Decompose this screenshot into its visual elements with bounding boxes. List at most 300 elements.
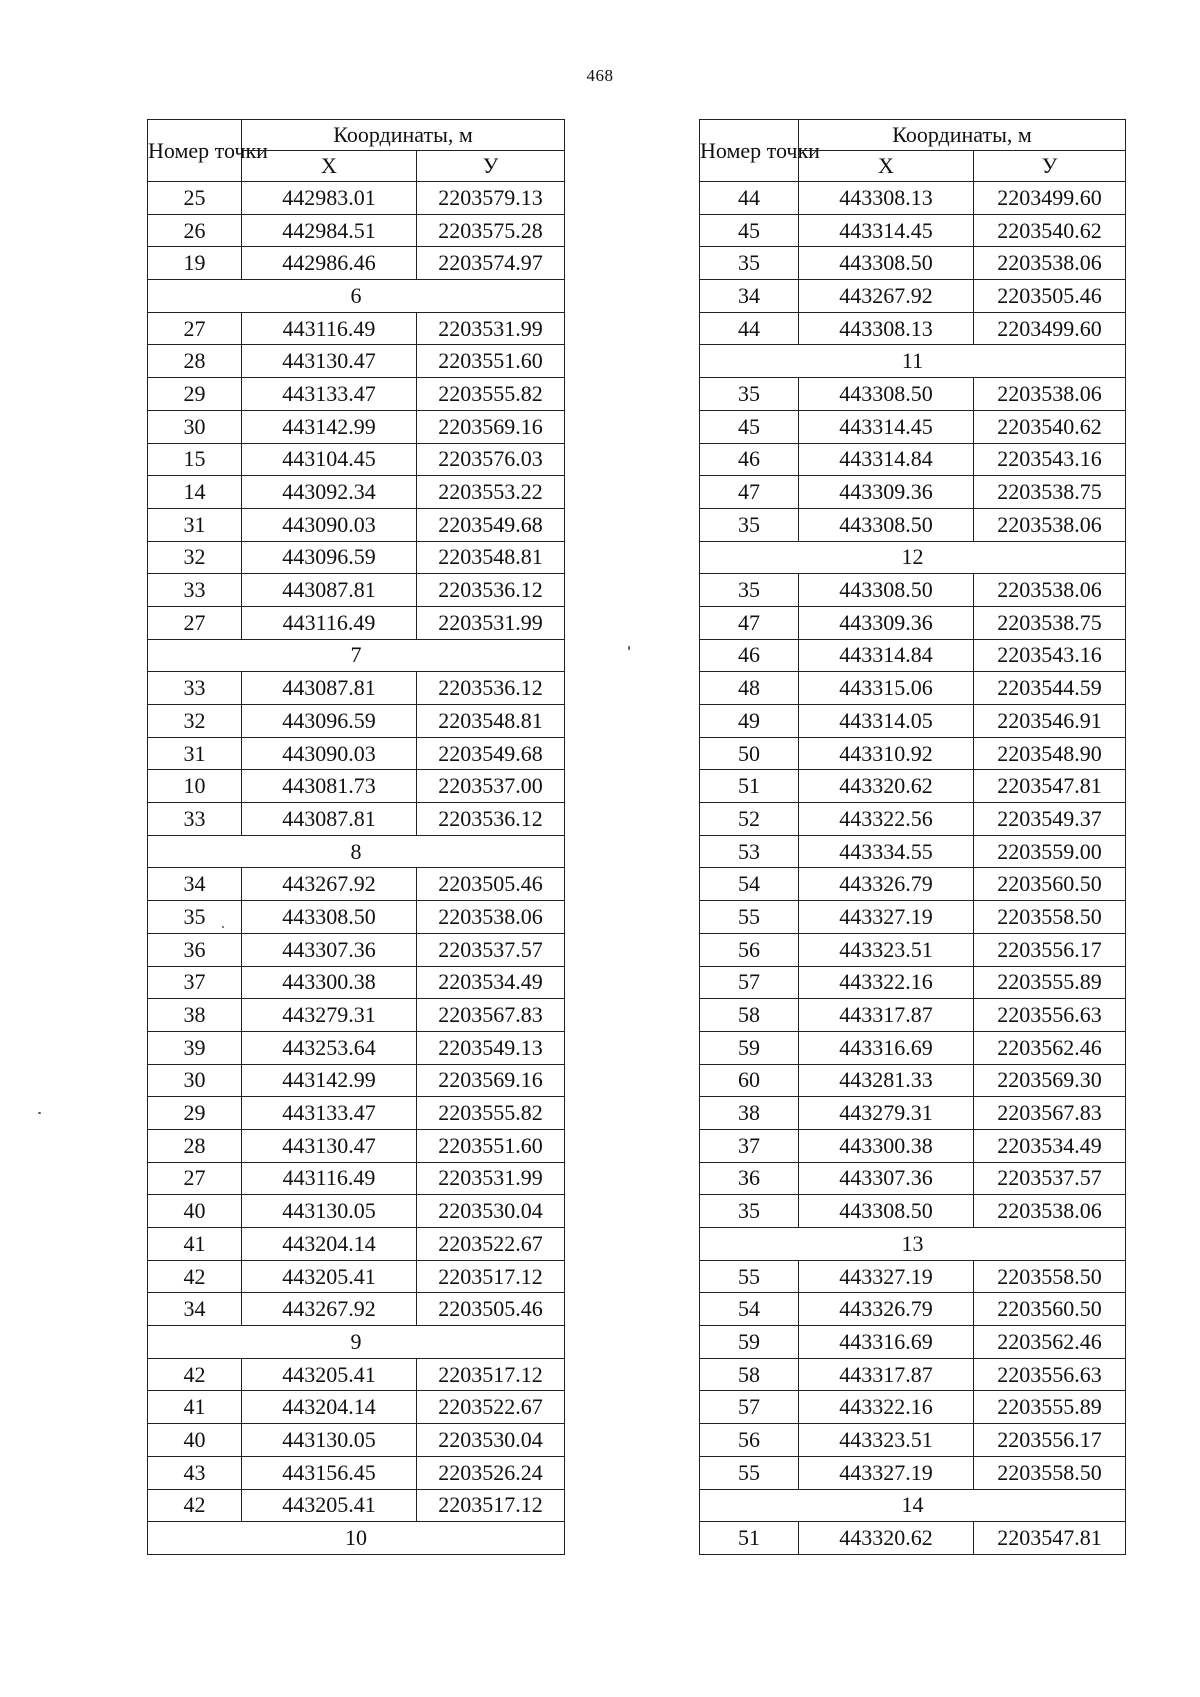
y-coordinate-cell: 2203569.30 xyxy=(974,1064,1126,1097)
x-coordinate-cell: 443322.16 xyxy=(799,1391,974,1424)
x-coordinate-cell: 443133.47 xyxy=(242,1097,417,1130)
point-number-cell: 54 xyxy=(700,1293,799,1326)
table-row xyxy=(700,508,1126,541)
section-row xyxy=(700,541,1126,574)
point-number-cell: 37 xyxy=(148,966,242,999)
x-coordinate-cell: 443309.36 xyxy=(799,606,974,639)
point-number-header: Номер точки xyxy=(700,120,799,182)
point-number-cell: 43 xyxy=(148,1456,242,1489)
point-number-cell: 34 xyxy=(148,1293,242,1326)
x-coordinate-cell: 443130.47 xyxy=(242,345,417,378)
table-row xyxy=(700,247,1126,280)
x-coordinate-cell: 443090.03 xyxy=(242,508,417,541)
point-number-cell: 36 xyxy=(700,1162,799,1195)
point-number-cell: 55 xyxy=(700,1456,799,1489)
table-row xyxy=(148,933,565,966)
y-coordinate-cell: 2203547.81 xyxy=(974,1522,1126,1555)
y-coordinate-cell: 2203499.60 xyxy=(974,312,1126,345)
point-number-cell: 37 xyxy=(700,1129,799,1162)
coordinates-header: Координаты, м xyxy=(799,120,1126,151)
y-coordinate-cell: 2203549.68 xyxy=(417,508,565,541)
y-coordinate-cell: 2203556.17 xyxy=(974,933,1126,966)
y-coordinate-cell: 2203548.81 xyxy=(417,705,565,738)
y-coordinate-cell: 2203538.06 xyxy=(974,247,1126,280)
x-coordinate-cell: 443322.16 xyxy=(799,966,974,999)
point-number-cell: 41 xyxy=(148,1228,242,1261)
point-number-cell: 29 xyxy=(148,1097,242,1130)
point-number-cell: 19 xyxy=(148,247,242,280)
x-coordinate-cell: 443308.50 xyxy=(242,901,417,934)
x-coordinate-cell: 443092.34 xyxy=(242,476,417,509)
y-coordinate-cell: 2203576.03 xyxy=(417,443,565,476)
x-coordinate-cell: 443314.05 xyxy=(799,705,974,738)
x-coordinate-cell: 443308.50 xyxy=(799,508,974,541)
point-number-cell: 56 xyxy=(700,933,799,966)
x-coordinate-cell: 443316.69 xyxy=(799,1031,974,1064)
point-number-cell: 29 xyxy=(148,378,242,411)
section-number: 6 xyxy=(148,280,565,313)
table-row xyxy=(700,1391,1126,1424)
x-coordinate-cell: 443104.45 xyxy=(242,443,417,476)
x-coordinate-cell: 443116.49 xyxy=(242,1162,417,1195)
point-number-cell: 38 xyxy=(700,1097,799,1130)
x-coordinate-cell: 443315.06 xyxy=(799,672,974,705)
section-row xyxy=(148,835,565,868)
x-coordinate-cell: 443314.84 xyxy=(799,443,974,476)
y-coordinate-cell: 2203538.06 xyxy=(974,508,1126,541)
table-row xyxy=(700,933,1126,966)
point-number-cell: 27 xyxy=(148,606,242,639)
x-coordinate-cell: 443327.19 xyxy=(799,1456,974,1489)
point-number-cell: 55 xyxy=(700,1260,799,1293)
point-number-cell: 35 xyxy=(700,247,799,280)
point-number-cell: 35 xyxy=(148,901,242,934)
x-coordinate-cell: 443316.69 xyxy=(799,1326,974,1359)
table-row xyxy=(700,606,1126,639)
x-coordinate-cell: 443308.50 xyxy=(799,574,974,607)
point-number-cell: 51 xyxy=(700,1522,799,1555)
x-column-header: Х xyxy=(799,151,974,182)
section-number: 12 xyxy=(700,541,1126,574)
point-number-cell: 55 xyxy=(700,901,799,934)
y-coordinate-cell: 2203559.00 xyxy=(974,835,1126,868)
y-coordinate-cell: 2203538.06 xyxy=(974,574,1126,607)
table-row xyxy=(700,1031,1126,1064)
point-number-cell: 10 xyxy=(148,770,242,803)
point-number-cell: 59 xyxy=(700,1031,799,1064)
table-row xyxy=(148,999,565,1032)
x-coordinate-cell: 443205.41 xyxy=(242,1260,417,1293)
y-coordinate-cell: 2203567.83 xyxy=(417,999,565,1032)
y-coordinate-cell: 2203543.16 xyxy=(974,639,1126,672)
y-coordinate-cell: 2203569.16 xyxy=(417,410,565,443)
point-number-cell: 58 xyxy=(700,1358,799,1391)
x-coordinate-cell: 443081.73 xyxy=(242,770,417,803)
coordinates-header: Координаты, м xyxy=(242,120,565,151)
x-coordinate-cell: 443267.92 xyxy=(242,1293,417,1326)
y-column-header: У xyxy=(417,151,565,182)
table-row xyxy=(700,770,1126,803)
y-coordinate-cell: 2203546.91 xyxy=(974,705,1126,738)
x-coordinate-cell: 443300.38 xyxy=(799,1129,974,1162)
x-coordinate-cell: 443326.79 xyxy=(799,868,974,901)
point-number-cell: 57 xyxy=(700,966,799,999)
section-row xyxy=(148,639,565,672)
table-row xyxy=(700,737,1126,770)
point-number-cell: 33 xyxy=(148,574,242,607)
point-number-cell: 36 xyxy=(148,933,242,966)
table-row xyxy=(700,1097,1126,1130)
table-row xyxy=(148,901,565,934)
y-coordinate-cell: 2203560.50 xyxy=(974,868,1126,901)
point-number-cell: 58 xyxy=(700,999,799,1032)
x-coordinate-cell: 443320.62 xyxy=(799,770,974,803)
scan-speck xyxy=(222,926,224,928)
y-coordinate-cell: 2203517.12 xyxy=(417,1358,565,1391)
table-row xyxy=(700,443,1126,476)
table-row xyxy=(700,672,1126,705)
section-row xyxy=(148,1522,565,1555)
table-row xyxy=(700,214,1126,247)
point-number-cell: 57 xyxy=(700,1391,799,1424)
y-coordinate-cell: 2203555.89 xyxy=(974,966,1126,999)
y-coordinate-cell: 2203556.63 xyxy=(974,999,1126,1032)
x-coordinate-cell: 443142.99 xyxy=(242,1064,417,1097)
table-row xyxy=(148,476,565,509)
table-row xyxy=(700,182,1126,215)
table-row xyxy=(700,901,1126,934)
point-number-cell: 54 xyxy=(700,868,799,901)
x-coordinate-cell: 443087.81 xyxy=(242,803,417,836)
x-coordinate-cell: 443317.87 xyxy=(799,999,974,1032)
point-number-cell: 49 xyxy=(700,705,799,738)
table-row xyxy=(148,1260,565,1293)
table-row xyxy=(148,508,565,541)
x-coordinate-cell: 443130.47 xyxy=(242,1129,417,1162)
x-coordinate-cell: 443334.55 xyxy=(799,835,974,868)
y-coordinate-cell: 2203555.89 xyxy=(974,1391,1126,1424)
table-row xyxy=(148,1391,565,1424)
scan-speck xyxy=(38,1112,41,1114)
x-coordinate-cell: 443327.19 xyxy=(799,901,974,934)
table-row xyxy=(148,1162,565,1195)
x-coordinate-cell: 443130.05 xyxy=(242,1195,417,1228)
point-number-cell: 42 xyxy=(148,1358,242,1391)
point-number-cell: 32 xyxy=(148,541,242,574)
y-coordinate-cell: 2203522.67 xyxy=(417,1228,565,1261)
x-coordinate-cell: 442986.46 xyxy=(242,247,417,280)
x-coordinate-cell: 443308.13 xyxy=(799,182,974,215)
x-coordinate-cell: 443309.36 xyxy=(799,476,974,509)
x-coordinate-cell: 443317.87 xyxy=(799,1358,974,1391)
point-number-cell: 28 xyxy=(148,1129,242,1162)
table-row xyxy=(148,1456,565,1489)
x-coordinate-cell: 443308.13 xyxy=(799,312,974,345)
table-row xyxy=(700,803,1126,836)
table-row xyxy=(148,1195,565,1228)
x-coordinate-cell: 443310.92 xyxy=(799,737,974,770)
y-coordinate-cell: 2203548.81 xyxy=(417,541,565,574)
table-row xyxy=(148,410,565,443)
table-row xyxy=(700,1064,1126,1097)
x-coordinate-cell: 443314.45 xyxy=(799,410,974,443)
x-coordinate-cell: 443327.19 xyxy=(799,1260,974,1293)
table-row xyxy=(148,541,565,574)
y-coordinate-cell: 2203562.46 xyxy=(974,1326,1126,1359)
y-coordinate-cell: 2203558.50 xyxy=(974,901,1126,934)
point-number-cell: 47 xyxy=(700,476,799,509)
x-coordinate-cell: 443205.41 xyxy=(242,1489,417,1522)
point-number-cell: 30 xyxy=(148,410,242,443)
point-number-cell: 50 xyxy=(700,737,799,770)
point-number-cell: 25 xyxy=(148,182,242,215)
y-coordinate-cell: 2203536.12 xyxy=(417,803,565,836)
table-row xyxy=(148,378,565,411)
x-coordinate-cell: 443133.47 xyxy=(242,378,417,411)
point-number-cell: 30 xyxy=(148,1064,242,1097)
y-coordinate-cell: 2203538.06 xyxy=(974,378,1126,411)
y-coordinate-cell: 2203575.28 xyxy=(417,214,565,247)
y-coordinate-cell: 2203538.75 xyxy=(974,476,1126,509)
x-coordinate-cell: 443322.56 xyxy=(799,803,974,836)
table-row xyxy=(700,1358,1126,1391)
point-number-header: Номер точки xyxy=(148,120,242,182)
table-row xyxy=(700,1293,1126,1326)
y-coordinate-cell: 2203560.50 xyxy=(974,1293,1126,1326)
y-coordinate-cell: 2203530.04 xyxy=(417,1195,565,1228)
y-coordinate-cell: 2203537.57 xyxy=(974,1162,1126,1195)
point-number-cell: 40 xyxy=(148,1195,242,1228)
x-coordinate-cell: 443096.59 xyxy=(242,541,417,574)
y-coordinate-cell: 2203505.46 xyxy=(974,280,1126,313)
y-coordinate-cell: 2203562.46 xyxy=(974,1031,1126,1064)
x-coordinate-cell: 443096.59 xyxy=(242,705,417,738)
x-coordinate-cell: 443307.36 xyxy=(242,933,417,966)
y-coordinate-cell: 2203531.99 xyxy=(417,1162,565,1195)
section-number: 11 xyxy=(700,345,1126,378)
table-row xyxy=(700,280,1126,313)
table-row xyxy=(148,1228,565,1261)
point-number-cell: 51 xyxy=(700,770,799,803)
y-coordinate-cell: 2203517.12 xyxy=(417,1260,565,1293)
x-coordinate-cell: 443307.36 xyxy=(799,1162,974,1195)
point-number-cell: 46 xyxy=(700,639,799,672)
x-coordinate-cell: 443090.03 xyxy=(242,737,417,770)
point-number-cell: 35 xyxy=(700,1195,799,1228)
y-coordinate-cell: 2203544.59 xyxy=(974,672,1126,705)
x-coordinate-cell: 443156.45 xyxy=(242,1456,417,1489)
x-coordinate-cell: 443116.49 xyxy=(242,606,417,639)
point-number-cell: 15 xyxy=(148,443,242,476)
table-row xyxy=(700,476,1126,509)
table-row xyxy=(148,574,565,607)
x-coordinate-cell: 443267.92 xyxy=(242,868,417,901)
y-column-header: У xyxy=(974,151,1126,182)
x-coordinate-cell: 443314.84 xyxy=(799,639,974,672)
point-number-cell: 26 xyxy=(148,214,242,247)
y-coordinate-cell: 2203558.50 xyxy=(974,1260,1126,1293)
point-number-cell: 53 xyxy=(700,835,799,868)
point-number-cell: 41 xyxy=(148,1391,242,1424)
table-row xyxy=(148,705,565,738)
y-coordinate-cell: 2203551.60 xyxy=(417,1129,565,1162)
table-row xyxy=(148,312,565,345)
x-coordinate-cell: 443204.14 xyxy=(242,1228,417,1261)
section-number: 9 xyxy=(148,1326,565,1359)
y-coordinate-cell: 2203534.49 xyxy=(974,1129,1126,1162)
table-row xyxy=(700,1456,1126,1489)
y-coordinate-cell: 2203540.62 xyxy=(974,410,1126,443)
table-row xyxy=(700,1326,1126,1359)
x-coordinate-cell: 443142.99 xyxy=(242,410,417,443)
table-row xyxy=(148,803,565,836)
y-coordinate-cell: 2203549.37 xyxy=(974,803,1126,836)
table-row xyxy=(700,1129,1126,1162)
y-coordinate-cell: 2203538.06 xyxy=(974,1195,1126,1228)
table-row xyxy=(700,868,1126,901)
y-coordinate-cell: 2203534.49 xyxy=(417,966,565,999)
page-number: 468 xyxy=(586,66,614,85)
x-coordinate-cell: 443323.51 xyxy=(799,1424,974,1457)
point-number-cell: 42 xyxy=(148,1489,242,1522)
section-number: 10 xyxy=(148,1522,565,1555)
y-coordinate-cell: 2203505.46 xyxy=(417,868,565,901)
y-coordinate-cell: 2203531.99 xyxy=(417,606,565,639)
table-row xyxy=(148,345,565,378)
point-number-cell: 33 xyxy=(148,672,242,705)
section-number: 7 xyxy=(148,639,565,672)
point-number-cell: 33 xyxy=(148,803,242,836)
point-number-cell: 32 xyxy=(148,705,242,738)
y-coordinate-cell: 2203531.99 xyxy=(417,312,565,345)
table-row xyxy=(700,1162,1126,1195)
table-row xyxy=(148,1424,565,1457)
x-column-header: Х xyxy=(242,151,417,182)
section-number: 8 xyxy=(148,835,565,868)
y-coordinate-cell: 2203556.17 xyxy=(974,1424,1126,1457)
x-coordinate-cell: 443253.64 xyxy=(242,1031,417,1064)
table-row xyxy=(700,574,1126,607)
table-row xyxy=(700,999,1126,1032)
x-coordinate-cell: 443205.41 xyxy=(242,1358,417,1391)
y-coordinate-cell: 2203574.97 xyxy=(417,247,565,280)
y-coordinate-cell: 2203538.75 xyxy=(974,606,1126,639)
point-number-cell: 14 xyxy=(148,476,242,509)
x-coordinate-cell: 443130.05 xyxy=(242,1424,417,1457)
point-number-cell: 27 xyxy=(148,1162,242,1195)
x-coordinate-cell: 443308.50 xyxy=(799,247,974,280)
table-row xyxy=(148,1031,565,1064)
point-number-cell: 47 xyxy=(700,606,799,639)
table-row xyxy=(700,639,1126,672)
point-number-cell: 56 xyxy=(700,1424,799,1457)
y-coordinate-cell: 2203551.60 xyxy=(417,345,565,378)
section-row xyxy=(700,1228,1126,1261)
x-coordinate-cell: 443281.33 xyxy=(799,1064,974,1097)
y-coordinate-cell: 2203549.13 xyxy=(417,1031,565,1064)
section-row xyxy=(700,345,1126,378)
table-row xyxy=(148,247,565,280)
y-coordinate-cell: 2203505.46 xyxy=(417,1293,565,1326)
y-coordinate-cell: 2203517.12 xyxy=(417,1489,565,1522)
table-row xyxy=(148,606,565,639)
table-row xyxy=(148,1129,565,1162)
point-number-cell: 52 xyxy=(700,803,799,836)
section-number: 14 xyxy=(700,1489,1126,1522)
y-coordinate-cell: 2203536.12 xyxy=(417,574,565,607)
table-row xyxy=(148,1293,565,1326)
header-row xyxy=(148,120,565,151)
y-coordinate-cell: 2203567.83 xyxy=(974,1097,1126,1130)
table-row xyxy=(148,868,565,901)
point-number-cell: 35 xyxy=(700,574,799,607)
y-coordinate-cell: 2203538.06 xyxy=(417,901,565,934)
x-coordinate-cell: 443308.50 xyxy=(799,378,974,411)
section-row xyxy=(148,1326,565,1359)
y-coordinate-cell: 2203499.60 xyxy=(974,182,1126,215)
table-row xyxy=(148,672,565,705)
point-number-cell: 48 xyxy=(700,672,799,705)
x-coordinate-cell: 443323.51 xyxy=(799,933,974,966)
point-number-cell: 35 xyxy=(700,508,799,541)
x-coordinate-cell: 443308.50 xyxy=(799,1195,974,1228)
point-number-cell: 39 xyxy=(148,1031,242,1064)
y-coordinate-cell: 2203540.62 xyxy=(974,214,1126,247)
table-row xyxy=(700,1522,1126,1555)
y-coordinate-cell: 2203579.13 xyxy=(417,182,565,215)
table-row xyxy=(148,770,565,803)
table-row xyxy=(148,966,565,999)
section-number: 13 xyxy=(700,1228,1126,1261)
point-number-cell: 44 xyxy=(700,182,799,215)
point-number-cell: 31 xyxy=(148,737,242,770)
table-row xyxy=(700,312,1126,345)
y-coordinate-cell: 2203569.16 xyxy=(417,1064,565,1097)
y-coordinate-cell: 2203526.24 xyxy=(417,1456,565,1489)
y-coordinate-cell: 2203558.50 xyxy=(974,1456,1126,1489)
x-coordinate-cell: 443279.31 xyxy=(242,999,417,1032)
y-coordinate-cell: 2203555.82 xyxy=(417,1097,565,1130)
point-number-cell: 40 xyxy=(148,1424,242,1457)
y-coordinate-cell: 2203553.22 xyxy=(417,476,565,509)
table-row xyxy=(148,1064,565,1097)
y-coordinate-cell: 2203536.12 xyxy=(417,672,565,705)
x-coordinate-cell: 443087.81 xyxy=(242,672,417,705)
section-row xyxy=(148,280,565,313)
x-coordinate-cell: 443326.79 xyxy=(799,1293,974,1326)
section-row xyxy=(700,1489,1126,1522)
table-row xyxy=(148,737,565,770)
x-coordinate-cell: 443314.45 xyxy=(799,214,974,247)
point-number-cell: 60 xyxy=(700,1064,799,1097)
table-row xyxy=(700,966,1126,999)
table-row xyxy=(700,835,1126,868)
x-coordinate-cell: 443279.31 xyxy=(799,1097,974,1130)
y-coordinate-cell: 2203537.57 xyxy=(417,933,565,966)
point-number-cell: 45 xyxy=(700,214,799,247)
y-coordinate-cell: 2203548.90 xyxy=(974,737,1126,770)
table-row xyxy=(148,214,565,247)
table-row xyxy=(148,182,565,215)
x-coordinate-cell: 443087.81 xyxy=(242,574,417,607)
y-coordinate-cell: 2203549.68 xyxy=(417,737,565,770)
y-coordinate-cell: 2203547.81 xyxy=(974,770,1126,803)
scan-speck xyxy=(628,646,630,650)
x-coordinate-cell: 443204.14 xyxy=(242,1391,417,1424)
x-coordinate-cell: 443267.92 xyxy=(799,280,974,313)
table-row xyxy=(700,1260,1126,1293)
point-number-cell: 35 xyxy=(700,378,799,411)
